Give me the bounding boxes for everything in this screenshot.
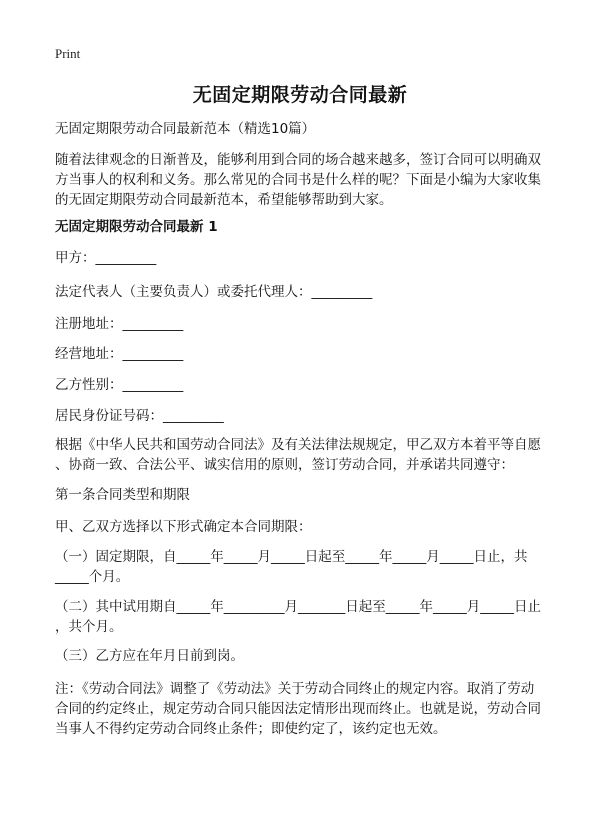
section-heading: 无固定期限劳动合同最新 1 [55,219,218,235]
field-id-number: 居民身份证号码：_________ [55,408,224,424]
note-line: 注：《劳动合同法》调整了《劳动法》关于劳动合同终止的规定内容。取消了劳动 [55,681,535,697]
intro-line: 随着法律观念的日渐普及，能够利用到合同的场合越来越多，签订合同可以明确双 [55,152,541,168]
basis-paragraph [55,435,555,475]
intro-paragraph [55,150,555,210]
clause-1 [55,547,555,587]
article-1-intro: 甲、乙双方选择以下形式确定本合同期限： [55,519,312,535]
subtitle: 无固定期限劳动合同最新范本（精选10篇） [55,121,316,137]
page-title: 无固定期限劳动合同最新 [192,84,408,106]
basis-line: 根据《中华人民共和国劳动合同法》及有关法律法规规定，甲乙双方本着平等自愿 [55,437,541,453]
article-1-title: 第一条合同类型和期限 [55,487,190,503]
clause-line: （一）固定期限，自_____年_____月_____日起至_____年_____月_____日止，共 [55,549,528,565]
note-paragraph [55,679,555,739]
field-party-b-gender: 乙方性别：_________ [55,377,184,393]
field-biz-address: 经营地址：_________ [55,346,184,362]
field-legal-rep: 法定代表人（主要负责人）或委托代理人：_________ [55,284,373,300]
clause-2 [55,597,555,637]
field-reg-address: 注册地址：_________ [55,316,184,332]
field-party-a: 甲方：_________ [55,250,157,266]
note-line: 当事人不得约定劳动合同终止条件；即使约定了，该约定也无效。 [55,721,447,737]
clause-line: ，共个月。 [55,619,123,635]
print-link[interactable]: Print [55,46,81,61]
note-line: 合同的约定终止，规定劳动合同只能因法定情形出现而终止。也就是说，劳动合同 [55,701,541,717]
intro-line: 方当事人的权利和义务。那么常见的合同书是什么样的呢？下面是小编为大家收集 [55,172,541,188]
clause-line: _____个月。 [55,569,130,585]
clause-3: （三）乙方应在年月日前到岗。 [55,648,244,664]
clause-line: （二）其中试用期自_____年_________月_______日起至_____年_____月_____日止 [55,599,541,615]
basis-line: 、协商一致、合法公平、诚实信用的原则，签订劳动合同，并承诺共同遵守： [55,457,514,473]
intro-line: 的无固定期限劳动合同最新范本，希望能够帮助到大家。 [55,192,393,208]
